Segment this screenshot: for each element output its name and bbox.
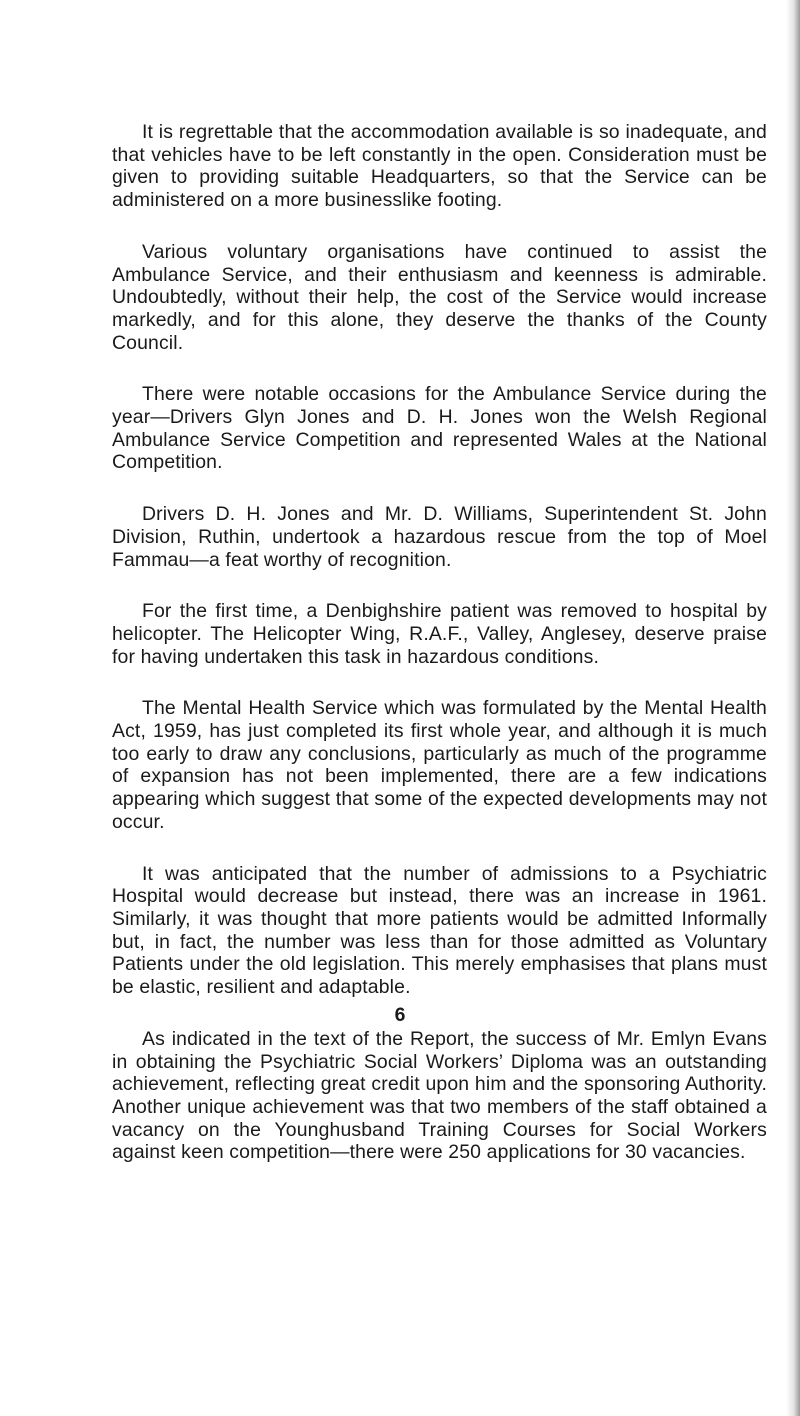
paragraph-staff-achievements: As indicated in the text of the Report, the success of Mr. Emlyn Evans in obtaining the Psychiatric Social Workers’ Diploma was an outstanding achievement, reflecting great credit upon him and the sponsoring Authority. Another unique achievement was that two members of the staff obtained a vacancy on the Younghusband Training Courses for Social Workers against keen competition—there were 250 applications for 30 vacancies. <box>112 1027 767 1164</box>
paragraph-voluntary-organisations: Various voluntary organisations have continued to assist the Ambulance Service, and their enthusiasm and keenness is admirable. Undoubtedly, without their help, the cost of the Service would increase markedly, and for this alone, they deserve the thanks of the County Council. <box>112 240 767 354</box>
page-number: 6 <box>394 1004 406 1026</box>
paragraph-notable-occasions: There were notable occasions for the Ambulance Service during the year—Drivers Glyn Jones and D. H. Jones won the Welsh Regional Ambulance Service Competition and represented Wales at the National Competition. <box>112 383 767 474</box>
paragraph-psychiatric-admissions: It was anticipated that the number of admissions to a Psychiatric Hospital would decrease but instead, there was an increase in 1961. Similarly, it was thought that more patients would be admitted Informally but, in fact, the number was less than for those admitted as Voluntary Patients under the old legislation. This merely emphasises that plans must be elastic, resilient and adaptable. <box>112 862 767 999</box>
paragraph-accommodation: It is regrettable that the accommodation available is so inadequate, and that vehicles have to be left constantly in the open. Consideration must be given to providing suitable Headquarters, so that the Service can be administered on a more businesslike footing. <box>112 121 767 212</box>
page-edge-shadow <box>786 0 800 1416</box>
body-text <box>112 121 767 1193</box>
paragraph-moel-fammau-rescue: Drivers D. H. Jones and Mr. D. Williams, Superintendent St. John Division, Ruthin, undertook a hazardous rescue from the top of Moel Fammau—a feat worthy of recognition. <box>112 503 767 571</box>
paragraph-mental-health-service: The Mental Health Service which was formulated by the Mental Health Act, 1959, has just completed its first whole year, and although it is much too early to draw any conclusions, particularly as much of the programme of expansion has not been implemented, there are a few indications appearing which suggest that some of the expected developments may not occur. <box>112 697 767 833</box>
paragraph-helicopter: For the first time, a Denbighshire patient was removed to hospital by helicopter. The Helicopter Wing, R.A.F., Valley, Anglesey, deserve praise for having undertaken this task in hazardous conditions. <box>112 600 767 668</box>
